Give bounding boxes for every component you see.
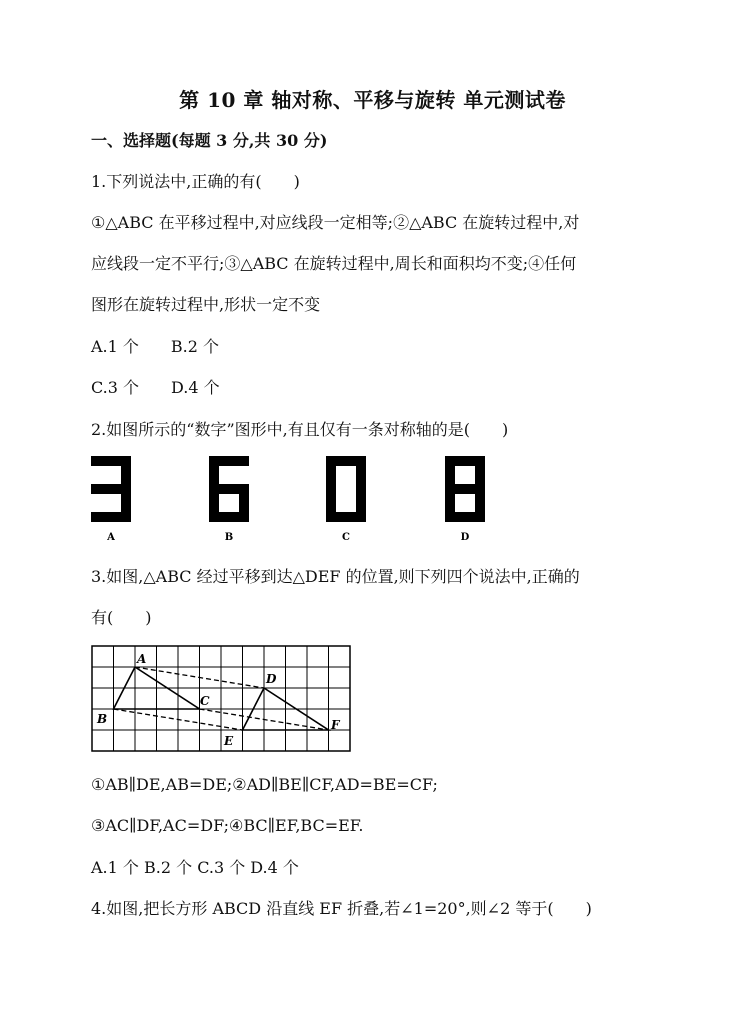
digit-label-a: A <box>107 532 115 543</box>
digit-eight-figure <box>445 456 485 522</box>
section-heading: 一、选择题(每题 3 分,共 30 分) <box>91 131 328 150</box>
q1-options-line-1: A.1 个 B.2 个 <box>91 337 220 356</box>
q1-body-line-3: 图形在旋转过程中,形状一定不变 <box>91 295 321 314</box>
q1-body-line-2: 应线段一定不平行;③△ABC 在旋转过程中,周长和面积均不变;④任何 <box>91 254 577 273</box>
q1-body-line-1: ①△ABC 在平移过程中,对应线段一定相等;②△ABC 在旋转过程中,对 <box>91 213 580 232</box>
q3-options: A.1 个 B.2 个 C.3 个 D.4 个 <box>91 858 299 877</box>
page-title: 第 10 章 轴对称、平移与旋转 单元测试卷 <box>179 88 566 112</box>
point-label-f: F <box>331 718 340 732</box>
digit-label-d: D <box>460 532 470 543</box>
digit-three-figure <box>91 456 131 522</box>
q2-digit-figures <box>91 456 491 546</box>
digit-zero-figure <box>326 456 366 522</box>
point-label-c: C <box>200 694 210 708</box>
q3-statements-line-1: ①AB∥DE,AB=DE;②AD∥BE∥CF,AD=BE=CF; <box>91 775 438 794</box>
q1-options-line-2: C.3 个 D.4 个 <box>91 378 220 397</box>
digit-label-c: C <box>342 532 350 543</box>
q3-grid-figure <box>91 645 353 753</box>
point-label-b: B <box>97 712 108 726</box>
digit-six-figure <box>209 456 249 522</box>
digit-label-b: B <box>224 532 234 543</box>
q3-statements-line-2: ③AC∥DF,AC=DF;④BC∥EF,BC=EF. <box>91 816 364 835</box>
q3-stem-line-2: 有( ) <box>91 608 152 627</box>
q1-stem: 1.下列说法中,正确的有( ) <box>91 172 300 191</box>
q3-stem-line-1: 3.如图,△ABC 经过平移到达△DEF 的位置,则下列四个说法中,正确的 <box>91 567 580 586</box>
grid-lines <box>92 646 350 751</box>
point-label-d: D <box>266 672 277 686</box>
q4-stem: 4.如图,把长方形 ABCD 沿直线 EF 折叠,若∠1=20°,则∠2 等于( ) <box>91 899 592 918</box>
point-label-e: E <box>224 734 234 748</box>
point-label-a: A <box>137 652 147 666</box>
q2-stem: 2.如图所示的“数字”图形中,有且仅有一条对称轴的是( ) <box>91 420 509 439</box>
